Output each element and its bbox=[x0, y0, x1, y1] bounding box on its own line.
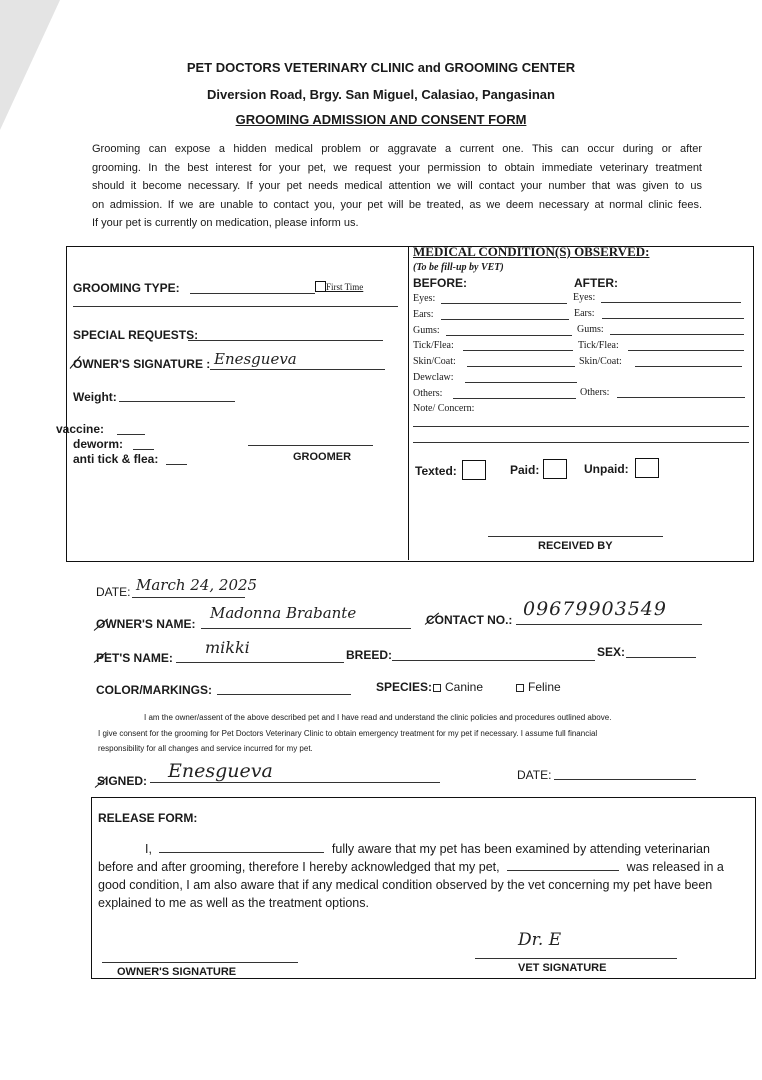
after-skincoat-field[interactable] bbox=[635, 366, 742, 367]
after-tickflea-label: Tick/Flea: bbox=[578, 340, 619, 351]
feline-checkbox[interactable] bbox=[516, 684, 524, 692]
unpaid-label: Unpaid: bbox=[584, 462, 629, 476]
signed-label: SIGNED: bbox=[97, 774, 148, 788]
vet-signature-line[interactable] bbox=[475, 958, 677, 959]
date-field[interactable] bbox=[132, 597, 245, 598]
after-gums-field[interactable] bbox=[610, 334, 744, 335]
before-ears-label: Ears: bbox=[413, 309, 434, 320]
breed-label: BREED: bbox=[346, 648, 393, 662]
weight-label: Weight: bbox=[73, 390, 117, 404]
after-others-field[interactable] bbox=[617, 397, 745, 398]
before-ears-field[interactable] bbox=[441, 319, 569, 320]
vet-signature-value: Dr. E bbox=[518, 930, 562, 950]
owners-name-label: OWNER'S NAME: bbox=[96, 617, 196, 631]
intro-line: grooming. In the best interest for your pet, we request your permission to obtain immediate veterinary treatment bbox=[92, 161, 702, 174]
release-name-blank[interactable] bbox=[159, 852, 324, 853]
groomer-label: GROOMER bbox=[293, 451, 352, 463]
intro-paragraph bbox=[92, 140, 702, 233]
contact-no-field[interactable] bbox=[516, 624, 702, 625]
pets-name-field[interactable] bbox=[176, 662, 344, 663]
owners-name-value: Madonna Brabante bbox=[210, 604, 357, 622]
after-eyes-field[interactable] bbox=[601, 302, 741, 303]
feline-label: Feline bbox=[528, 680, 561, 694]
before-skincoat-label: Skin/Coat: bbox=[413, 356, 456, 367]
texted-label: Texted: bbox=[415, 464, 457, 478]
before-eyes-label: Eyes: bbox=[413, 293, 436, 304]
before-others-field[interactable] bbox=[453, 398, 576, 399]
owners-name-field[interactable] bbox=[201, 628, 411, 629]
owners-signature-label: OWNER'S SIGNATURE : bbox=[73, 357, 211, 371]
signed-value: Enesgueva bbox=[168, 760, 273, 782]
groomer-signature-line[interactable] bbox=[248, 445, 373, 446]
before-gums-label: Gums: bbox=[413, 325, 440, 336]
vaccine-label: vaccine: bbox=[56, 422, 105, 436]
intro-line: should it become necessary. If your pet needs medical attention we will contact your number that was given to us bbox=[92, 180, 702, 192]
consent-paragraph bbox=[98, 710, 702, 757]
anti-tick-label: anti tick & flea: bbox=[73, 452, 159, 466]
consent-line: I am the owner/assent of the above described pet and I have read and understand the clinic policies and procedures outlined above. bbox=[144, 713, 612, 722]
release-line-2 bbox=[98, 860, 724, 874]
sex-label: SEX: bbox=[597, 645, 626, 659]
before-tickflea-label: Tick/Flea: bbox=[413, 340, 454, 351]
received-by-label: RECEIVED BY bbox=[538, 540, 613, 552]
release-text: I, bbox=[145, 842, 152, 856]
note-line-2[interactable] bbox=[413, 442, 749, 443]
grooming-type-field-2[interactable] bbox=[73, 306, 398, 307]
received-by-line[interactable] bbox=[488, 536, 663, 537]
owners-signature-release-line[interactable] bbox=[102, 962, 298, 963]
color-markings-field[interactable] bbox=[217, 694, 351, 695]
release-line-4: explained to me as well as the treatment options. bbox=[98, 896, 369, 910]
weight-field[interactable] bbox=[119, 401, 235, 402]
after-gums-label: Gums: bbox=[577, 324, 604, 335]
grooming-type-label: GROOMING TYPE: bbox=[73, 281, 180, 295]
date-value: March 24, 2025 bbox=[136, 576, 258, 594]
special-requests-label: SPECIAL REQUESTS: bbox=[73, 328, 199, 342]
paid-checkbox[interactable] bbox=[543, 459, 567, 479]
release-line-1 bbox=[145, 842, 710, 856]
after-tickflea-field[interactable] bbox=[628, 350, 744, 351]
color-markings-label: COLOR/MARKINGS: bbox=[96, 683, 212, 697]
consent-date-field[interactable] bbox=[554, 779, 696, 780]
species-label: SPECIES: bbox=[376, 680, 433, 694]
canine-label: Canine bbox=[445, 680, 484, 694]
before-tickflea-field[interactable] bbox=[463, 350, 573, 351]
clinic-name: PET DOCTORS VETERINARY CLINIC and GROOMING CENTER bbox=[186, 60, 576, 75]
consent-line: I give consent for the grooming for Pet Doctors Veterinary Clinic to obtain emergency treatment for my pet if necessary. I assume full financial bbox=[98, 728, 598, 738]
intro-line: on admission. If we are unable to contact you, your pet will be treated, as we deem necessary at normal clinic fees. bbox=[92, 198, 702, 211]
release-pet-blank[interactable] bbox=[507, 870, 619, 871]
paid-label: Paid: bbox=[510, 463, 540, 477]
before-gums-field[interactable] bbox=[446, 335, 572, 336]
date-label: DATE: bbox=[96, 585, 131, 599]
before-others-label: Others: bbox=[413, 388, 443, 399]
vet-fill-subheading: (To be fill-up by VET) bbox=[413, 262, 504, 273]
owners-signature-release-label: OWNER'S SIGNATURE bbox=[117, 966, 237, 978]
contact-no-value: 09679903549 bbox=[523, 598, 667, 620]
contact-no-label: CONTACT NO.: bbox=[426, 613, 513, 627]
feline-option[interactable] bbox=[516, 680, 561, 694]
clinic-address: Diversion Road, Brgy. San Miguel, Calasiao, Pangasinan bbox=[207, 87, 555, 102]
owners-signature-field[interactable] bbox=[210, 369, 385, 370]
release-line-3: good condition, I am also aware that if any medical condition observed by the vet concerning my pet have been bbox=[98, 878, 713, 892]
sex-field[interactable] bbox=[626, 657, 696, 658]
breed-field[interactable] bbox=[392, 660, 595, 661]
canine-option[interactable] bbox=[433, 680, 483, 694]
texted-checkbox[interactable] bbox=[462, 460, 486, 480]
intro-line: If your pet is currently on medication, please inform us. bbox=[92, 217, 359, 229]
before-skincoat-field[interactable] bbox=[467, 366, 575, 367]
before-label: BEFORE: bbox=[413, 276, 467, 290]
owners-signature-value: Enesgueva bbox=[214, 350, 297, 368]
after-label: AFTER: bbox=[574, 276, 618, 290]
before-dewclaw-label: Dewclaw: bbox=[413, 372, 454, 383]
before-eyes-field[interactable] bbox=[441, 303, 567, 304]
deworm-label: deworm: bbox=[73, 437, 124, 451]
first-time-checkbox[interactable] bbox=[315, 281, 326, 292]
note-line-1[interactable] bbox=[413, 426, 749, 427]
panel-divider bbox=[408, 246, 409, 560]
unpaid-checkbox[interactable] bbox=[635, 458, 659, 478]
vet-signature-label: VET SIGNATURE bbox=[518, 962, 607, 974]
note-concern-label: Note/ Concern: bbox=[413, 403, 475, 414]
release-text: fully aware that my pet has been examined by attending veterinarian bbox=[331, 842, 710, 856]
vaccine-field[interactable] bbox=[117, 434, 145, 435]
canine-checkbox[interactable] bbox=[433, 684, 441, 692]
form-title: GROOMING ADMISSION AND CONSENT FORM bbox=[235, 112, 527, 127]
after-ears-label: Ears: bbox=[574, 308, 595, 319]
pets-name-label: PET'S NAME: bbox=[96, 651, 173, 665]
deworm-field[interactable] bbox=[133, 449, 154, 450]
anti-tick-field[interactable] bbox=[166, 464, 187, 465]
after-eyes-label: Eyes: bbox=[573, 292, 596, 303]
release-text: before and after grooming, therefore I hereby acknowledged that my pet, bbox=[98, 860, 500, 874]
before-dewclaw-field[interactable] bbox=[465, 382, 577, 383]
pets-name-value: mikki bbox=[205, 638, 250, 657]
signed-field[interactable] bbox=[150, 782, 440, 783]
consent-line: responsibility for all changes and service incurred for my pet. bbox=[98, 744, 313, 753]
special-requests-field[interactable] bbox=[188, 340, 383, 341]
after-others-label: Others: bbox=[580, 387, 610, 398]
after-ears-field[interactable] bbox=[602, 318, 744, 319]
intro-line: Grooming can expose a hidden medical problem or aggravate a current one. This can occur during or after bbox=[92, 143, 702, 155]
medical-condition-heading: MEDICAL CONDITION(S) OBSERVED: bbox=[413, 244, 650, 259]
first-time-label: First Time bbox=[326, 282, 364, 292]
grooming-type-field[interactable] bbox=[190, 293, 315, 294]
release-text: was released in a bbox=[626, 860, 724, 874]
consent-date-label: DATE: bbox=[517, 768, 552, 782]
after-skincoat-label: Skin/Coat: bbox=[579, 356, 622, 367]
release-form-title: RELEASE FORM: bbox=[98, 811, 198, 825]
